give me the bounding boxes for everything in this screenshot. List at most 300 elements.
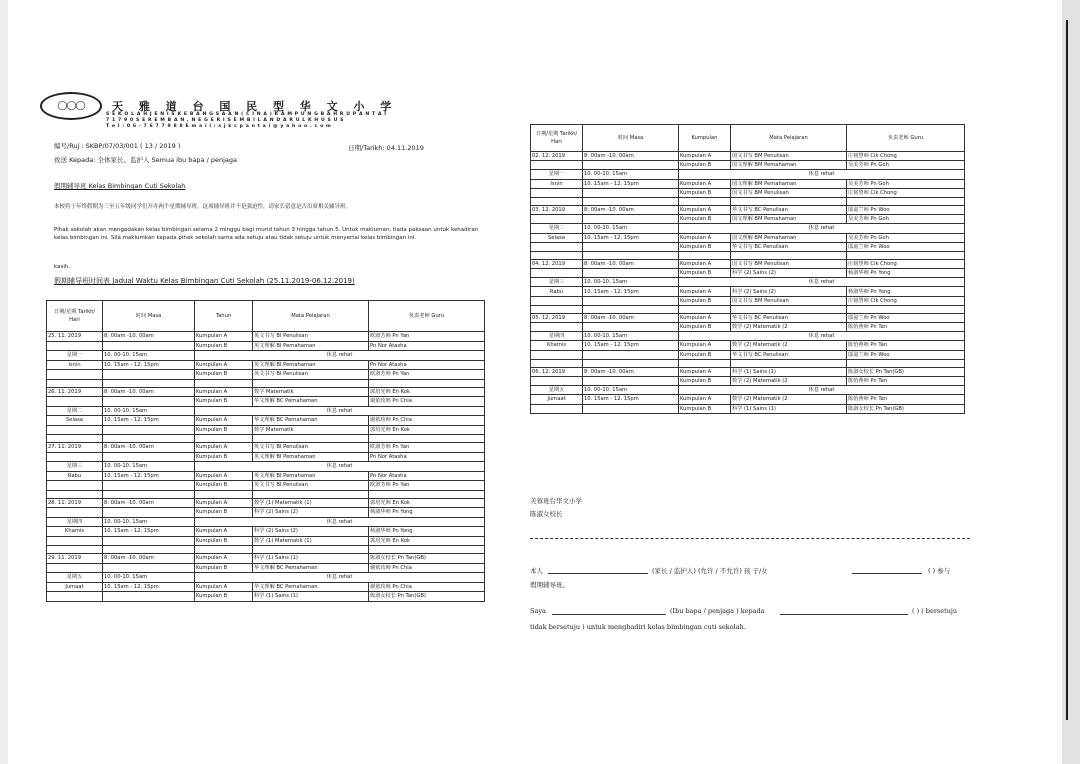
timetable-right [530, 124, 965, 414]
subject-cell: 科学 (1) Sains (1) [253, 592, 369, 602]
empty-cell [531, 161, 583, 170]
table-row [47, 425, 485, 435]
teacher-cell: 吴美芳师 Pn Goh [847, 215, 965, 224]
empty-cell [731, 251, 847, 259]
col-header-subject: Mata Pelajaran [731, 125, 847, 152]
spacer-row [531, 305, 965, 313]
break-time-cell: 10. 00-10. 15am [103, 406, 195, 416]
table-row [47, 527, 485, 537]
group-cell: Kumpulan B [679, 404, 731, 413]
table-row [47, 462, 485, 472]
empty-cell [47, 508, 103, 518]
empty-cell [531, 359, 583, 367]
subject-cell: 华文理解 BC Pemahaman [253, 416, 369, 426]
teacher-cell: 欧淑芳师 Pn Yan [369, 370, 485, 380]
break-label-cell: 休息 rehat [195, 573, 485, 583]
table-row [531, 269, 965, 278]
table-row [531, 278, 965, 287]
empty-cell [47, 425, 103, 435]
time-cell: 8: 00am -10. 00am [583, 259, 679, 268]
day-name-my-cell: Selasa [531, 233, 583, 242]
subject-cell: 数学 Matematik [253, 425, 369, 435]
teacher-cell: 陈淑女校长 Pn Tan(GB) [369, 554, 485, 564]
timetable-right-body [531, 152, 965, 414]
empty-cell [679, 251, 731, 259]
group-cell: Kumpulan A [679, 179, 731, 188]
teacher-cell: 陈淑女校长 Pn Tan(GB) [847, 367, 965, 376]
subject-cell: 数学 (2) Matematik (2 [731, 376, 847, 385]
reply-my-end: ( ) ( bersetuju [912, 607, 958, 615]
table-row [531, 323, 965, 332]
group-cell: Kumpulan B [195, 425, 253, 435]
time-cell: 8: 00am -10. 00am [103, 443, 195, 453]
subject-cell: 科学 (2) Sains (2) [731, 287, 847, 296]
day-date-cell: 02. 12. 2019 [531, 152, 583, 161]
empty-cell [253, 546, 369, 554]
group-cell: Kumpulan A [679, 313, 731, 322]
group-cell: Kumpulan B [195, 370, 253, 380]
table-row [531, 179, 965, 188]
break-time-cell: 10. 00-10. 15am [583, 386, 679, 395]
empty-cell [47, 481, 103, 491]
table-row [47, 508, 485, 518]
subject-cell: 英文书写 BI Penulisan [253, 481, 369, 491]
table-row [47, 341, 485, 351]
empty-cell [583, 359, 679, 367]
day-name-cn-cell: 星期五 [47, 573, 103, 583]
table-row [47, 387, 485, 397]
group-cell: Kumpulan A [195, 582, 253, 592]
empty-cell [531, 404, 583, 413]
time-cell: 8: 00am -10. 00am [103, 332, 195, 342]
empty-cell [369, 435, 485, 443]
empty-cell [531, 215, 583, 224]
reply-child-name-field-my[interactable] [780, 614, 908, 615]
group-cell: Kumpulan A [679, 367, 731, 376]
group-cell: Kumpulan A [679, 341, 731, 350]
table-row [47, 554, 485, 564]
empty-cell [103, 508, 195, 518]
empty-cell [583, 242, 679, 251]
group-cell: Kumpulan A [195, 416, 253, 426]
group-cell: Kumpulan B [195, 452, 253, 462]
teacher-cell: 欧淑芳师 Pn Yan [369, 443, 485, 453]
day-name-my-cell: Selasa [47, 416, 103, 426]
col-header-teacher: 负责老师 Guru [369, 301, 485, 332]
col-header-time: 时间 Masa [103, 301, 195, 332]
col-header-subject: Mata Pelajaran [253, 301, 369, 332]
spacer-row [47, 435, 485, 443]
empty-cell [47, 379, 103, 387]
break-time-cell: 10. 00-10. 15am [583, 278, 679, 287]
empty-cell [253, 379, 369, 387]
scan-fold-line [1066, 20, 1068, 720]
day-date-cell: 27. 11. 2019 [47, 443, 103, 453]
spacer-row [531, 359, 965, 367]
empty-cell [47, 341, 103, 351]
teacher-cell: Pn Nor Atasha [369, 452, 485, 462]
table-row [47, 360, 485, 370]
subject-cell: 英文书写 BI Penulisan [253, 370, 369, 380]
group-cell: Kumpulan B [679, 215, 731, 224]
letter-date: 日期/Tarikh: 04.11.2019 [348, 144, 424, 152]
table-row [531, 152, 965, 161]
teacher-cell: 欧淑芳师 Pn Yan [369, 332, 485, 342]
day-name-my-cell: Rabu [47, 471, 103, 481]
subject-cell: 华文理解 BC Pemahaman [253, 397, 369, 407]
subject-cell: 国文理解 BM Pemahaman [731, 233, 847, 242]
group-cell: Kumpulan A [679, 395, 731, 404]
table-row [531, 376, 965, 385]
table-row [47, 592, 485, 602]
school-address: 7 1 7 9 0 S E R E M B A N , N E G E R I S E M B I L A N D A R U L K H U S U S [106, 118, 345, 123]
table-row [47, 471, 485, 481]
empty-cell [103, 546, 195, 554]
break-label-cell: 休息 rehat [679, 332, 965, 341]
table-row [531, 386, 965, 395]
subject-cell: 科学 (2) Sains (2) [253, 527, 369, 537]
reply-cn-start: 本人 [530, 567, 543, 575]
day-name-cn-cell: 星期三 [531, 278, 583, 287]
break-time-cell: 10. 00-10. 15am [583, 224, 679, 233]
day-name-my-cell: Isnin [47, 360, 103, 370]
empty-cell [47, 370, 103, 380]
subject-cell: 数学 (1) Matematik (1) [253, 536, 369, 546]
break-label-cell: 休息 rehat [679, 224, 965, 233]
empty-cell [531, 376, 583, 385]
teacher-cell: 陈淑女校长 Pn Tan(GB) [847, 404, 965, 413]
day-name-cn-cell: 星期四 [531, 332, 583, 341]
table-row [531, 242, 965, 251]
teacher-cell: 陈淑女校长 Pn Tan(GB) [369, 592, 485, 602]
day-name-my-cell: Rabu [531, 287, 583, 296]
subject-cell: 科学 (1) Sains (1) [253, 554, 369, 564]
empty-cell [47, 490, 103, 498]
empty-cell [531, 251, 583, 259]
time-cell: 10. 15am - 12. 15pm [583, 233, 679, 242]
spacer-row [531, 251, 965, 259]
day-date-cell: 05. 12. 2019 [531, 313, 583, 322]
subject-cell: 数学 Matematik [253, 387, 369, 397]
break-time-cell: 10. 00-10. 15am [103, 573, 195, 583]
empty-cell [731, 359, 847, 367]
teacher-cell: 郭培光师 En Kok [369, 498, 485, 508]
subject-cell: 科学 (1) Sains (1) [731, 404, 847, 413]
subject-cell: 英文理解 BI Pemahaman [253, 471, 369, 481]
time-cell: 10. 15am - 12. 15pm [103, 471, 195, 481]
subject-cell: 数学 (2) Matematik (2 [731, 395, 847, 404]
table-row [531, 341, 965, 350]
school-logo: ◯◯◯ [40, 92, 102, 120]
table-row [531, 233, 965, 242]
teacher-cell: 郭培光师 En Kok [369, 387, 485, 397]
teacher-cell: 杨淑华师 Pn Yong [847, 269, 965, 278]
empty-cell [583, 161, 679, 170]
subject-cell: 华文书写 BC Penulisan [731, 350, 847, 359]
empty-cell [847, 305, 965, 313]
group-cell: Kumpulan B [195, 341, 253, 351]
teacher-cell: 杨淑华师 Pn Yong [847, 287, 965, 296]
time-cell: 10. 15am - 12. 15pm [103, 416, 195, 426]
break-label-cell: 休息 rehat [679, 278, 965, 287]
col-header-time: 时间 Masa [583, 125, 679, 152]
spacer-row [47, 379, 485, 387]
time-cell: 8: 00am -10. 00am [583, 205, 679, 214]
group-cell: Kumpulan B [195, 508, 253, 518]
group-cell: Kumpulan A [679, 233, 731, 242]
table-row [47, 481, 485, 491]
teacher-cell: 陈怡燕师 Pn Tan [847, 376, 965, 385]
group-cell: Kumpulan A [195, 471, 253, 481]
table-row [531, 296, 965, 305]
subject-cell: 华文书写 BC Penulisan [731, 205, 847, 214]
subject-cell: 华文书写 BC Penulisan [731, 313, 847, 322]
school-name-cn: 天 雅 道 台 国 民 型 华 文 小 学 [112, 100, 398, 113]
empty-cell [731, 197, 847, 205]
time-cell: 10. 15am - 12. 15pm [583, 287, 679, 296]
break-time-cell: 10. 00-10. 15am [583, 332, 679, 341]
empty-cell [583, 350, 679, 359]
empty-cell [47, 563, 103, 573]
subject-cell: 英文理解 BI Pemahaman [253, 360, 369, 370]
empty-cell [531, 197, 583, 205]
table-row [531, 215, 965, 224]
empty-cell [103, 370, 195, 380]
table-row [531, 224, 965, 233]
empty-cell [583, 376, 679, 385]
group-cell: Kumpulan B [195, 481, 253, 491]
day-name-cn-cell: 星期四 [47, 517, 103, 527]
empty-cell [679, 359, 731, 367]
reply-cn-end: ( ) 参与 [928, 567, 951, 575]
empty-cell [195, 546, 253, 554]
table-row [531, 188, 965, 197]
group-cell: Kumpulan A [679, 152, 731, 161]
table-row [531, 350, 965, 359]
group-cell: Kumpulan B [195, 592, 253, 602]
break-time-cell: 10. 00-10. 15am [583, 170, 679, 179]
col-header-group: Kumpulan [679, 125, 731, 152]
day-name-cn-cell: 星期一 [47, 351, 103, 361]
school-contact: T e l : 0 6 - 7 6 7 7 9 8 8 E m a i l : s j k c p a n t a i @ y a h o o . c o m [106, 124, 332, 129]
empty-cell [369, 379, 485, 387]
day-name-my-cell: Khamis [47, 527, 103, 537]
teacher-cell: 邬滋兰师 Pn Woo [847, 313, 965, 322]
empty-cell [531, 305, 583, 313]
group-cell: Kumpulan B [679, 376, 731, 385]
teacher-cell: 谢依玫师 Pn Chia [369, 582, 485, 592]
day-name-cn-cell: 星期二 [47, 406, 103, 416]
reply-my-line2: tidak bersetuju ) untuk menghadiri kelas bimbingan cuti sekolah. [530, 623, 746, 631]
empty-cell [369, 490, 485, 498]
col-header-date: 日期/星期 Tarikh/ Hari [531, 125, 583, 152]
empty-cell [195, 379, 253, 387]
break-time-cell: 10. 00-10. 15am [103, 462, 195, 472]
subject-cell: 英文理解 BI Pemahaman [253, 341, 369, 351]
group-cell: Kumpulan A [195, 443, 253, 453]
paragraph-my: Pihak sekolah akan mengadakan kelas bimbingan selama 2 minggu bagi murid tahun 3 hingga tahun 5. Untuk makluman, tiada paksaan untuk kehadiran kelas bimbingan ini. Sila maklumkan kepada pihak sekolah sama ada setuju atau tidak setuju untuk menyertai kelas bimbingan ini. [54, 227, 479, 241]
table-row [47, 563, 485, 573]
empty-cell [531, 242, 583, 251]
table-row [47, 370, 485, 380]
table-row [47, 397, 485, 407]
table-row [47, 332, 485, 342]
signoff-principal: 陈淑女校长 [530, 510, 563, 518]
table-row [47, 536, 485, 546]
subject-cell: 国文理解 BM Pemahaman [731, 161, 847, 170]
group-cell: Kumpulan B [679, 350, 731, 359]
table-row [47, 498, 485, 508]
group-cell: Kumpulan A [195, 387, 253, 397]
day-name-my-cell: Jumaat [531, 395, 583, 404]
empty-cell [583, 269, 679, 278]
reply-my-start: Saya [530, 607, 546, 615]
teacher-cell: 庄铭慧师 Cik Chong [847, 188, 965, 197]
empty-cell [103, 379, 195, 387]
reply-parent-name-field-my[interactable] [552, 614, 666, 615]
group-cell: Kumpulan A [195, 360, 253, 370]
break-label-cell: 休息 rehat [195, 406, 485, 416]
teacher-cell: 杨淑华师 Pn Yong [369, 508, 485, 518]
empty-cell [583, 215, 679, 224]
day-name-cn-cell: 星期三 [47, 462, 103, 472]
empty-cell [253, 490, 369, 498]
day-date-cell: 25. 11. 2019 [47, 332, 103, 342]
teacher-cell: 陈怡燕师 Pn Tan [847, 395, 965, 404]
teacher-cell: 郭培光师 En Kok [369, 536, 485, 546]
subject-cell: 国文理解 BM Pemahaman [731, 179, 847, 188]
group-cell: Kumpulan A [195, 332, 253, 342]
paragraph-cn: 本校将于年终假期为三至五年级同学们开办两个星期辅导班。这项辅导班并不是强迫性，请家长留意是否出席相关辅导班。 [54, 204, 352, 210]
time-cell: 10. 15am - 12. 15pm [103, 527, 195, 537]
group-cell: Kumpulan B [679, 242, 731, 251]
scan-edge-left [0, 0, 8, 764]
group-cell: Kumpulan B [679, 296, 731, 305]
reply-cn-mid: (家长 / 监护人) (允许 / 不允许) 孩 子/女 [652, 567, 768, 575]
empty-cell [531, 296, 583, 305]
group-cell: Kumpulan A [679, 205, 731, 214]
empty-cell [583, 296, 679, 305]
time-cell: 8: 00am -10. 00am [583, 152, 679, 161]
empty-cell [679, 305, 731, 313]
empty-cell [47, 536, 103, 546]
timetable-title: 假期辅导班时间表 Jadual Waktu Kelas Bimbingan Cuti Sekolah (25.11.2019-06.12.2019) [54, 277, 355, 285]
table-row [531, 367, 965, 376]
group-cell: Kumpulan A [195, 554, 253, 564]
subject-cell: 英文书写 BI Penulisan [253, 443, 369, 453]
empty-cell [583, 305, 679, 313]
break-label-cell: 休息 rehat [195, 351, 485, 361]
time-cell: 8: 00am -10. 00am [583, 367, 679, 376]
day-name-cn-cell: 星期五 [531, 386, 583, 395]
recipient-line: 致送 Kepada: 全体家长、监护人 Semua ibu bapa / penjaga [54, 156, 237, 164]
empty-cell [103, 452, 195, 462]
time-cell: 10. 15am - 12. 15pm [583, 341, 679, 350]
table-row [531, 161, 965, 170]
group-cell: Kumpulan A [679, 287, 731, 296]
group-cell: Kumpulan B [195, 397, 253, 407]
subject-cell: 国文书写 BM Penulisan [731, 296, 847, 305]
group-cell: Kumpulan B [679, 188, 731, 197]
table-row [531, 259, 965, 268]
table-row [531, 287, 965, 296]
teacher-cell: Pn Nor Atasha [369, 341, 485, 351]
empty-cell [103, 592, 195, 602]
subject-cell: 科学 (1) Sains (1) [731, 367, 847, 376]
empty-cell [103, 397, 195, 407]
teacher-cell: 吴美芳师 Pn Goh [847, 233, 965, 242]
reply-cn-line2: 假期辅导班。 [530, 581, 569, 589]
table-row [47, 443, 485, 453]
subject-cell: 数学 (1) Matematik (1) [253, 498, 369, 508]
empty-cell [531, 350, 583, 359]
break-label-cell: 休息 rehat [195, 462, 485, 472]
teacher-cell: 杨淑华师 Pn Yong [369, 527, 485, 537]
time-cell: 10. 15am - 12. 15pm [583, 395, 679, 404]
empty-cell [195, 490, 253, 498]
day-date-cell: 28. 11. 2019 [47, 498, 103, 508]
empty-cell [847, 197, 965, 205]
teacher-cell: 邬滋兰师 Pn Woo [847, 242, 965, 251]
break-time-cell: 10. 00-10. 15am [103, 517, 195, 527]
subject-cell: 数学 (2) Matematik (2 [731, 323, 847, 332]
letter-subject: 假期辅导班 Kelas Bimbingan Cuti Sekolah [54, 182, 186, 190]
subject-cell: 国文理解 BM Pemahaman [731, 215, 847, 224]
table-row [47, 452, 485, 462]
subject-cell: 国文书写 BM Penulisan [731, 259, 847, 268]
subject-cell: 国文书写 BM Penulisan [731, 152, 847, 161]
empty-cell [47, 435, 103, 443]
teacher-cell: 邬滋兰师 Pn Woo [847, 350, 965, 359]
reference-number: 编号/Ruj : SKBP/07/03/001 ( 13 / 2019 ) [54, 142, 181, 150]
teacher-cell: 陈怡燕师 Pn Tan [847, 341, 965, 350]
table-row [531, 313, 965, 322]
teacher-cell: 郭培光师 En Kok [369, 425, 485, 435]
table-row [531, 395, 965, 404]
break-label-cell: 休息 rehat [679, 386, 965, 395]
reply-child-name-field[interactable] [852, 573, 922, 574]
time-cell: 8: 00am -10. 00am [103, 498, 195, 508]
col-header-date: 日期/星期 Tarikh/ Hari [47, 301, 103, 332]
teacher-cell: 陈怡燕师 Pn Tan [847, 323, 965, 332]
group-cell: Kumpulan A [195, 498, 253, 508]
break-label-cell: 休息 rehat [679, 170, 965, 179]
subject-cell: 数学 (2) Matematik (2 [731, 341, 847, 350]
teacher-cell: 邬滋兰师 Pn Woo [847, 205, 965, 214]
reply-parent-name-field[interactable] [548, 573, 648, 574]
subject-cell: 科学 (2) Sains (2) [731, 269, 847, 278]
empty-cell [731, 305, 847, 313]
subject-cell: 华文理解 BC Pemahaman [253, 563, 369, 573]
teacher-cell: 吴美芳师 Pn Goh [847, 179, 965, 188]
empty-cell [47, 397, 103, 407]
cut-line [530, 538, 970, 539]
subject-cell: 科学 (2) Sains (2) [253, 508, 369, 518]
spacer-row [47, 546, 485, 554]
day-name-cn-cell: 星期二 [531, 224, 583, 233]
day-date-cell: 06. 12. 2019 [531, 367, 583, 376]
day-date-cell: 26. 11. 2019 [47, 387, 103, 397]
spacer-row [531, 197, 965, 205]
empty-cell [103, 481, 195, 491]
empty-cell [47, 452, 103, 462]
table-row [531, 205, 965, 214]
teacher-cell: 庄铭慧师 Cik Chong [847, 296, 965, 305]
table-row [47, 573, 485, 583]
table-row [47, 351, 485, 361]
subject-cell: 华文书写 BC Penulisan [731, 242, 847, 251]
empty-cell [531, 323, 583, 332]
